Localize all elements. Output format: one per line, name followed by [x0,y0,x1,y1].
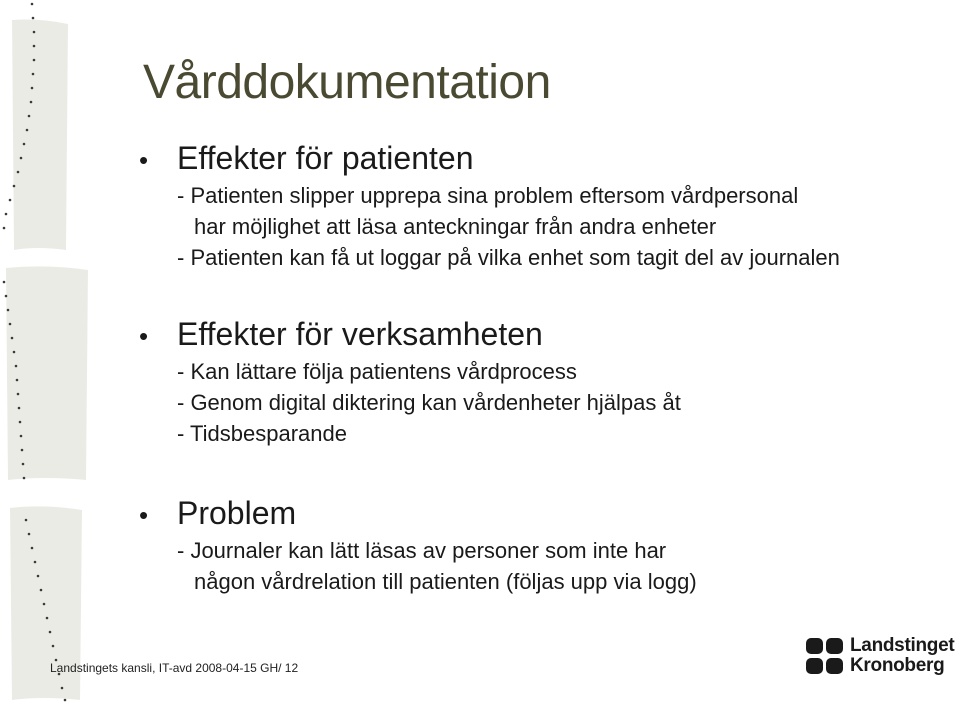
bullet-icon: • [139,145,149,175]
text-line: - Patienten kan få ut loggar på vilka enhet som tagit del av journalen [177,245,840,270]
slide-footer: Landstingets kansli, IT-avd 2008-04-15 GH/ 12 [50,661,299,675]
section-heading: Problem [177,495,297,531]
logo-text [850,636,954,676]
text-line: - Patienten slipper upprepa sina problem eftersom vårdpersonal [177,183,799,208]
text-line: - Genom digital diktering kan vårdenheter hjälpas åt [177,390,681,415]
text-line: - Tidsbesparande [177,421,347,446]
section-lines [177,356,681,449]
text-line: - Kan lättare följa patientens vårdprocess [177,359,577,384]
landstinget-kronoberg-logo [806,636,954,676]
bullet-item [139,495,697,535]
bullet-icon: • [139,321,149,351]
section-lines [177,535,697,597]
bullet-item [139,140,840,180]
logo-line-1: Landstinget [850,635,955,656]
section-effects-operations [139,316,681,449]
section-heading: Effekter för patienten [177,140,474,176]
landstinget-logo-icon [806,636,844,676]
section-heading: Effekter för verksamheten [177,316,543,352]
slide-title: Vårddokumentation [143,56,551,109]
section-problem [139,495,697,597]
section-effects-patient [139,140,840,273]
section-lines [177,180,840,273]
bullet-icon: • [139,500,149,530]
text-line: någon vårdrelation till patienten (följas upp via logg) [194,569,697,594]
text-line: - Journaler kan lätt läsas av personer som inte har [177,538,667,563]
bullet-item [139,316,681,356]
text-line: har möjlighet att läsa anteckningar från andra enheter [194,214,717,239]
logo-line-2: Kronoberg [850,655,945,676]
